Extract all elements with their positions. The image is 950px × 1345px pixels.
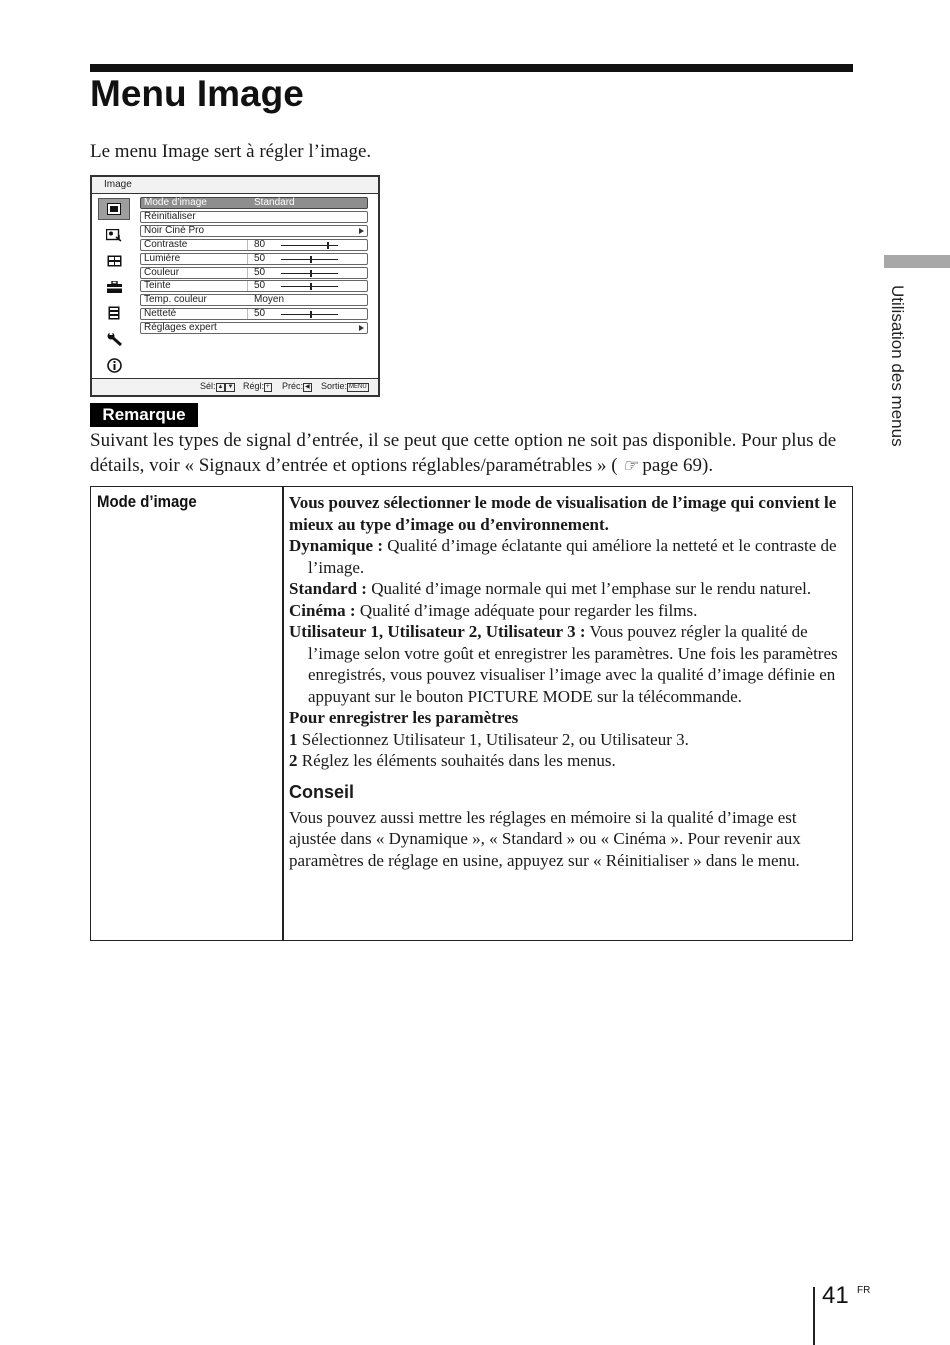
osd-item-divider — [247, 240, 248, 250]
osd-footer — [92, 378, 378, 395]
setup-toolbox-icon[interactable] — [98, 276, 130, 298]
submenu-arrow-icon — [359, 228, 364, 234]
osd-item-label: Netteté — [144, 308, 177, 320]
page-number-rule — [813, 1287, 815, 1345]
osd-item-value: Moyen — [254, 294, 285, 306]
intro-text: Le menu Image sert à régler l’image. — [90, 141, 372, 162]
mode-item-name: Dynamique : — [289, 536, 383, 555]
table-description — [289, 492, 845, 871]
mode-item — [289, 600, 845, 622]
save-step — [289, 750, 845, 772]
osd-item-label: Contraste — [144, 238, 188, 250]
mode-item — [289, 621, 845, 707]
osd-item-divider — [247, 254, 248, 264]
osd-item-label: Mode d’image — [144, 197, 207, 208]
mode-item-desc: Qualité d’image normale qui met l’emphase sur le rendu naturel. — [366, 579, 812, 598]
save-title: Pour enregistrer les paramètres — [289, 708, 519, 727]
osd-menu-screenshot — [90, 175, 380, 397]
page-number: 41 — [822, 1282, 849, 1309]
menu-list-icon[interactable] — [98, 302, 130, 324]
picture-adjust-icon[interactable] — [98, 224, 130, 246]
osd-item-label: Lumière — [144, 252, 181, 264]
submenu-arrow-icon — [359, 325, 364, 331]
section-tab-marker — [884, 255, 950, 268]
osd-item-value: 50 — [254, 280, 266, 292]
osd-slider-knob[interactable] — [310, 270, 312, 277]
osd-menu-item[interactable] — [140, 322, 368, 334]
page-language: FR — [857, 1285, 871, 1296]
osd-menu-item[interactable] — [140, 253, 368, 265]
osd-title: Image — [104, 179, 132, 190]
osd-menu-item[interactable] — [140, 294, 368, 306]
mode-item-desc: Qualité d’image éclatante qui améliore la netteté et le contraste de l’image. — [308, 536, 837, 577]
osd-slider-knob[interactable] — [327, 242, 329, 249]
osd-item-divider — [247, 309, 248, 319]
osd-item-value: 50 — [254, 308, 266, 320]
step-text: Sélectionnez Utilisateur 1, Utilisateur 2, ou Utilisateur 3. — [297, 729, 689, 749]
osd-item-divider — [247, 268, 248, 278]
osd-item-label: Temp. couleur — [144, 294, 207, 306]
tip-text: Vous pouvez aussi mettre les réglages en mémoire si la qualité d’image est ajustée dans « Dynamique », « Standard » ou « Cinéma ». Pour revenir aux paramètres de réglage en usine, appuyez sur « Réinitialiser » dans le menu. — [289, 807, 801, 870]
osd-menu-item[interactable] — [140, 308, 368, 320]
table-column-divider — [282, 487, 284, 940]
osd-item-value: 50 — [254, 252, 266, 264]
osd-item-value: 50 — [254, 266, 266, 278]
osd-footer-sortie: Sortie: MENU — [321, 381, 367, 391]
osd-slider-knob[interactable] — [310, 256, 312, 263]
table-term: Mode d’image — [97, 492, 197, 511]
remark-text: Suivant les types de signal d’entrée, il se peut que cette option ne soit pas disponible. Pour plus de détails, voir « Signaux d’entrée et options réglables/paramétrables » ( ☞ page 69). — [90, 430, 837, 476]
step-number: 2 — [289, 751, 298, 770]
osd-item-label: Réglages expert — [144, 322, 217, 334]
tip-title: Conseil — [289, 781, 355, 802]
osd-item-label: Couleur — [144, 266, 180, 278]
screen-icon[interactable] — [98, 250, 130, 272]
osd-item-label: Noir Ciné Pro — [144, 224, 205, 236]
osd-item-value: Standard — [254, 197, 295, 208]
mode-list — [289, 535, 845, 707]
mode-item-desc: Vous pouvez régler la qualité de l’image selon votre goût et enregistrer les paramètres. Une fois les paramètres enregistrés, vous pouvez visualiser l’image avec la qualité d’image définie en appuyant sur le bouton PICTURE MODE sur la télécommande. — [308, 622, 838, 706]
mode-item — [289, 535, 845, 578]
osd-menu-item[interactable] — [140, 197, 368, 209]
pointing-hand-icon: ☞ — [622, 456, 638, 475]
osd-slider-knob[interactable] — [310, 283, 312, 290]
mode-item-name: Standard : — [289, 579, 367, 598]
osd-menu-item[interactable] — [140, 280, 368, 292]
osd-menu-item[interactable] — [140, 267, 368, 279]
osd-slider-knob[interactable] — [310, 311, 312, 318]
picture-icon[interactable] — [98, 198, 130, 220]
osd-menu-item[interactable] — [140, 239, 368, 251]
osd-icon-column — [96, 196, 132, 378]
mode-item-name: Cinéma : — [289, 600, 356, 620]
mode-item-desc: Qualité d’image adéquate pour regarder les films. — [355, 600, 698, 620]
page-title: Menu Image — [90, 73, 304, 114]
settings-table — [90, 486, 853, 941]
remark-badge: Remarque — [90, 403, 198, 427]
save-step — [289, 729, 845, 751]
osd-footer-prec: Préc: ◀ — [282, 381, 310, 391]
table-lead: Vous pouvez sélectionner le mode de visualisation de l’image qui convient le mieux au type d’image ou d’environnement. — [289, 493, 837, 534]
osd-menu-item[interactable] — [140, 225, 368, 237]
wrench-icon[interactable] — [98, 328, 130, 350]
osd-item-value: 80 — [254, 238, 266, 250]
osd-menu-item[interactable] — [140, 211, 368, 223]
osd-slider-track — [281, 245, 338, 246]
save-steps — [289, 729, 845, 772]
section-side-label: Utilisation des menus — [888, 285, 907, 447]
info-icon[interactable] — [98, 354, 130, 376]
mode-item — [289, 578, 845, 600]
osd-item-label: Réinitialiser — [144, 210, 196, 222]
step-text: Réglez les éléments souhaités dans les menus. — [297, 751, 616, 770]
title-rule — [90, 64, 853, 72]
osd-item-label: Teinte — [144, 280, 171, 292]
osd-footer-sel: Sél: ▲ ▼ — [200, 381, 234, 391]
osd-title-bar — [92, 177, 378, 194]
osd-item-divider — [247, 281, 248, 291]
osd-footer-regl: Régl: + — [243, 381, 270, 391]
mode-item-name: Utilisateur 1, Utilisateur 2, Utilisateur 3 : — [289, 622, 586, 641]
step-number: 1 — [289, 729, 298, 749]
